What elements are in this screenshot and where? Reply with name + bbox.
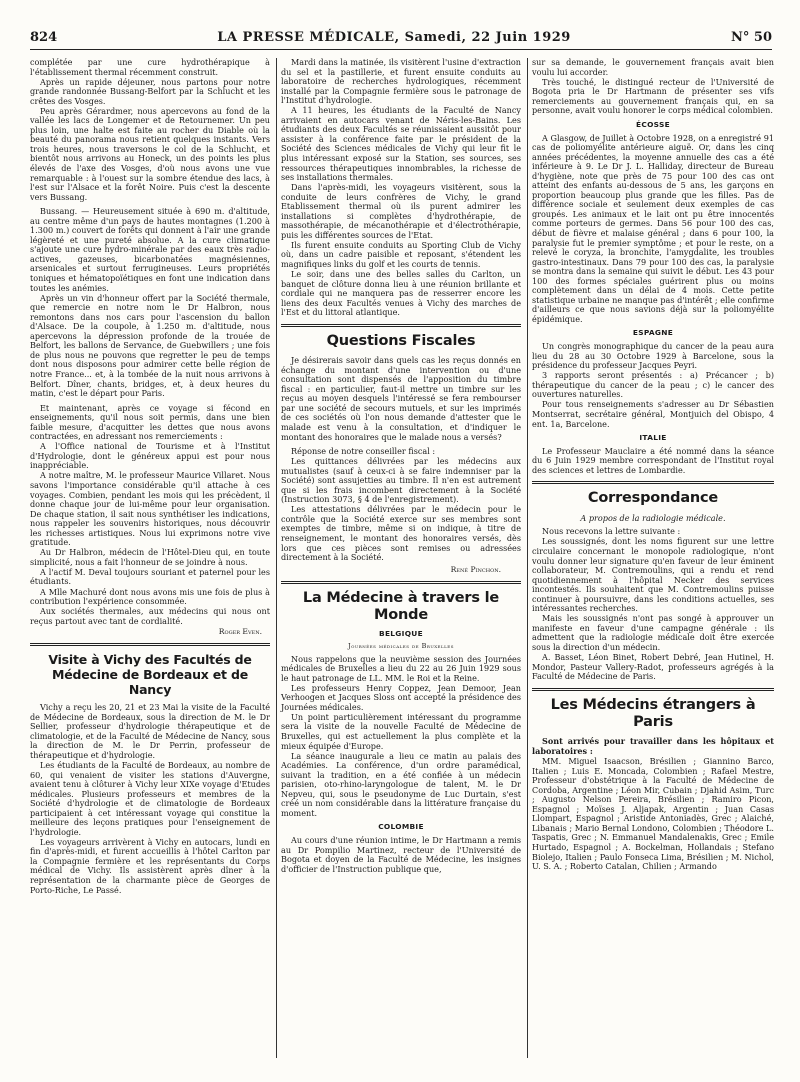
- country-heading: COLOMBIE: [378, 822, 424, 832]
- signature: Roger Even.: [218, 627, 262, 637]
- section-rule: [281, 324, 521, 327]
- paragraph: Très touché, le distingué recteur de l'Université de Bogota pria le Dr Hartmann de présenter ses vifs remerciements au gouvernement français qui, en sa personne, avait voulu honorer le corps médical colombien.: [532, 76, 774, 116]
- paragraph: Nous recevons la lettre suivante :: [542, 526, 681, 537]
- paragraph: Mais les soussignés n'ont pas songé à approuver un manifeste en faveur d'une campagne générale : ils admettent que la radiologie médicale doit être exercée sous la direction d'un médecin.: [532, 613, 774, 652]
- paragraph: A Glasgow, de Juillet à Octobre 1928, on a enregistré 91 cas de poliomyélite antérieure aiguë. Or, dans les cinq années précédentes, la moyenne annuelle des cas a été inférieure à 9. Le Dr J. L. Halliday, directeur de Bureau d'hygiène, note que près de 75 pour 100 des cas ont atteint des enfants au-dessous de 5 ans, les garçons en proportion beaucoup plus grande que les filles. Pas de différence sociale et seulement deux exemples de cas groupés. Les animaux et le lait ont pu être innocentés comme porteurs de germes. Dans 56 pour 100 des cas, début de fièvre et malaise général ; dans 6 pour 100, la paralysie fut le premier symptôme ; et pour le reste, on a relevé le coryza, la bronchite, l'amygdalite, les troubles gastro-intestinaux. Dans 79 pour 100 des cas, la paralysie se montra dans la semaine qui suivit le début. Les 43 pour 100 des formes spéciales guérirent plus ou moins complètement dans un délai de 4 mois. Cette petite statistique urbaine ne manque pas d'intérêt ; elle confirme d'ailleurs ce que nous savions déjà sur la poliomyélite épidémique.: [532, 132, 774, 324]
- section-rule: [30, 643, 270, 646]
- column-1: [30, 58, 270, 896]
- paragraph: Le soir, dans une des belles salles du Carlton, un banquet de clôture donna lieu à une réunion brillante et cordiale qui ne manquera pas de resserrer encore les liens des deux Facultés venues à Vichy des marches de l'Est et du littoral atlantique.: [281, 269, 521, 318]
- section-rule: [281, 581, 521, 584]
- paragraph: Les soussignés, dont les noms figurent sur une lettre circulaire concernant le monopole radiologique, n'ont voulu donner leur signature qu'en faveur de leur éminent collaborateur, M. Contremoulins, qui a rendu et rend quotidiennement à l'hôpital Necker des services incontestés. Ils souhaitent que M. Contremoulins puisse continuer à poursuivre, dans les conditions actuelles, ses intéressantes recherches.: [532, 536, 774, 614]
- paragraph: A Mlle Machuré dont nous avons mis une fois de plus à contribution l'expérience consommée.: [30, 586, 270, 607]
- section-title: Les Médecins étrangers à Paris: [550, 696, 756, 731]
- paragraph: Au Dr Halbron, médecin de l'Hôtel-Dieu qui, en toute simplicité, nous a fait l'honneur de se joindre à nous.: [30, 547, 270, 567]
- article-title: Visite à Vichy des Facultés de Médecine de Bordeaux et de Nancy: [48, 652, 252, 698]
- paragraph: Le Professeur Mauclaire a été nommé dans la séance du 6 Juin 1929 membre correspondant de l'Institut royal des sciences et lettres de Lombardie.: [532, 445, 774, 475]
- paragraph: MM. Miguel Isaacson, Brésilien ; Giannino Barco, Italien ; Luis E. Moncada, Colombien ; Rafael Mestre, Professeur d'obstétrique à la Faculté de Médecine de Cordoba, Argentine ; Léon Mir, Cubain ; Djahid Asim, Turc ; Augusto Nelson Pereira, Brésilien ; Ramiro Picon, Espagnol ; Moïses J. Aljapak, Argentin ; Juan Casas Llompart, Espagnol ; Aristide Antoniadès, Grec ; Alaiché, Libanais ; Mario Bernal Londono, Colombien ; Théodore L. Taspatis, Grec ; N. Emmanuel Mandalenakis, Grec ; Emile Hurtado, Espagnol ; A. Bockelman, Hollandais ; Stefano Biolejo, Italien ; Paulo Fonseca Lima, Brésilien ; M. Nichol, U. S. A. ; Roberto Catalan, Chilien ; Armando: [532, 756, 774, 872]
- paragraph: Les attestations délivrées par le médecin pour le contrôle que la Société exerce sur ses membres sont exemptes de timbre, même si on indique, à titre de renseignement, le montant des honoraires versés, dès lors que ces pièces sont remises ou adressées directement à la Société.: [281, 504, 521, 563]
- column-2: [281, 58, 521, 875]
- page-number: 824: [30, 30, 58, 45]
- paragraph: Pour tous renseignements s'adresser au Dr Sébastien Montserrat, secrétaire général, Montjuich del Obispo, 4 ent. 1a, Barcelone.: [532, 399, 774, 429]
- issue-number: N° 50: [730, 30, 772, 45]
- paragraph: Nous rappelons que la neuvième session des Journées médicales de Bruxelles a lieu du 22 au 26 Juin 1929 sous le haut patronage de LL. MM. le Roi et la Reine.: [281, 653, 521, 683]
- paragraph: Sont arrivés pour travailler dans les hôpitaux et laboratoires :: [532, 736, 774, 756]
- paragraph: La séance inaugurale a lieu ce matin au palais des Académies. La conférence, d'un ordre paramédical, suivant la tradition, en a été confiée à un médecin parisien, oto-rhino-laryngologue de talent, M. le Dr Nepveu, qui, sous le pseudonyme de Luc Durtain, s'est créé un nom considérable dans la littérature française du moment.: [281, 750, 521, 818]
- paragraph: Les étudiants de la Faculté de Bordeaux, au nombre de 60, qui venaient de visiter les stations d'Auvergne, avaient tenu à clôturer à Vichy leur XIXe voyage d'Etudes médicales. Plusieurs professeurs et membres de la Société d'hydrologie et de climatologie de Bordeaux participaient à cet intéressant voyage qui constitue la meilleure des leçons pratiques pour l'enseignement de l'hydrologie.: [30, 759, 270, 837]
- paragraph: A. Basset, Léon Binet, Robert Debré, Jean Hutinel, H. Mondor, Pasteur Vallery-Radot, professeurs agrégés à la Faculté de Médecine de Paris.: [532, 652, 774, 682]
- section-rule: [532, 688, 774, 691]
- country-heading: ESPAGNE: [632, 328, 674, 338]
- country-heading: BELGIQUE: [379, 629, 423, 639]
- journal-title: LA PRESSE MÉDICALE, Samedi, 22 Juin 1929: [217, 30, 571, 45]
- paragraph: Au cours d'une réunion intime, le Dr Hartmann a remis au Dr Pompilio Martinez, recteur de l'Université de Bogota et doyen de la Faculté de Médecine, les insignes d'officier de l'Instruction publique que,: [281, 835, 521, 874]
- paragraph: Les voyageurs arrivèrent à Vichy en autocars, lundi en fin d'après-midi, et furent accueillis à l'hôtel Carlton par la Compagnie fermière et les représentants du Corps médical de Vichy. Ils assistèrent après dîner à la représentation de la charmante pièce de Georges de Porto-Riche, Le Passé.: [30, 836, 270, 895]
- paragraph: 3 rapports seront présentés : a) Précancer ; b) thérapeutique du cancer de la peau ; c) le cancer des ouvertures naturelles.: [532, 370, 774, 400]
- column-divider-1: [276, 58, 277, 1058]
- country-heading: ÉCOSSE: [636, 119, 670, 129]
- paragraph: Après un rapide déjeuner, nous partons pour notre grande randonnée Bussang-Belfort par la Schlucht et les crêtes des Vosges.: [30, 76, 270, 106]
- paragraph: A 11 heures, les étudiants de la Faculté de Nancy arrivaient en autocars venant de Néris-les-Bains. Les étudiants des deux Facultés se réunissaient aussitôt pour assister à la conférence faite par le président de la Société des Sciences médicales de Vichy qui leur fit le plus intéressant exposé sur la Station, ses sources, ses ressources thérapeutiques innombrables, la richesse de ses installations thermales.: [281, 105, 521, 183]
- paragraph: Mardi dans la matinée, ils visitèrent l'usine d'extraction du sel et la pastillerie, et furent ensuite conduits au laboratoire de recherches hydrologiques, récemment installé par la Compagnie fermière sous le patronage de l'Institut d'hydrologie.: [281, 57, 521, 106]
- paragraph: Je désirerais savoir dans quels cas les reçus donnés en échange du montant d'une intervention ou d'une consultation sont dispensés de l'apposition du timbre fiscal : en particulier, faut-il mettre un timbre sur les reçus au moyen desquels l'intéressé se fera rembourser par une société de secours mutuels, et sur les imprimés de ces sociétés où l'on nous demande d'attester que le malade est venu à la consultation, et d'indiquer le montant des honoraires que le malade nous a versés?: [281, 355, 521, 442]
- paragraph: A l'actif M. Deval toujours souriant et paternel pour les étudiants.: [30, 566, 270, 587]
- sub-heading: Journées médicales de Bruxelles: [348, 642, 454, 651]
- paragraph: Aux sociétés thermales, aux médecins qui nous ont reçus partout avec tant de cordialité.: [30, 606, 270, 626]
- sub-heading: A propos de la radiologie médicale.: [580, 512, 726, 523]
- paragraph: Bussang. — Heureusement située à 690 m. d'altitude, au centre même d'un pays de hautes montagnes (1.200 à 1.300 m.) couvert de forêts qui donnent à l'air une grande légèreté et une pureté absolue. A la cure climatique s'ajoute une cure hydro-minérale par des eaux très radio-actives, gazeuses, bicarbonatées magnésiennes, arsenicales et surtout ferrugineuses. Leurs propriétés toniques et hématopoïétiques en font une indication dans toutes les anémies.: [30, 206, 270, 293]
- column-divider-2: [527, 58, 528, 1058]
- paragraph: Peu après Gérardmer, nous apercevons au fond de la vallée les lacs de Longemer et de Retournemer. Un peu plus loin, une halte est faite au rocher du Diable où la beauté du panorama nous retient quelques instants. Vers trois heures, nous traversons le col de la Schlucht, et bientôt nous arrivons au Honeck, un des points les plus élevés de l'axe des Vosges, d'où nous avons une vue remarquable : à l'ouest sur la sombre étendue des lacs, à l'est sur l'Alsace et la forêt Noire. Puis c'est la descente vers Bussang.: [30, 105, 270, 202]
- paragraph: A l'Office national de Tourisme et à l'Institut d'Hydrologie, dont le généreux appui est pour nous inappréciable.: [30, 441, 270, 471]
- section-title: Questions Fiscales: [326, 332, 476, 349]
- column-3: [532, 58, 774, 872]
- section-title: La Médecine à travers le Monde: [302, 589, 500, 623]
- paragraph: Les quittances délivrées par les médecins aux mutualistes (sauf à ceux-ci à se faire indemniser par la Société) sont assujetties au timbre. Il n'en est autrement que si les frais incombent directement à la Société (Instruction 3073, § 4 de l'enregistrement).: [281, 456, 521, 505]
- paragraph: A notre maître, M. le professeur Maurice Villaret. Nous savons l'importance considérable qu'il attache à ces voyages. Combien, pendant les mois qui les précèdent, il donne chaque jour de lui-même pour leur organisation. De chaque station, il sait nous synthétiser les indications, nous rappeler les souvenirs historiques, nous découvrir les richesses artistiques. Nous lui exprimons notre vive gratitude.: [30, 470, 270, 548]
- paragraph: Réponse de notre conseiller fiscal :: [291, 446, 436, 457]
- paragraph: Les professeurs Henry Coppez, Jean Demoor, Jean Verhoogen et Jacques Sloss ont accepté la présidence des Journées médicales.: [281, 682, 521, 712]
- country-heading: ITALIE: [639, 433, 667, 443]
- running-head: [30, 30, 772, 50]
- paragraph: Un congrès monographique du cancer de la peau aura lieu du 28 au 30 Octobre 1929 à Barcelone, sous la présidence du professeur Jacques Peyri.: [532, 341, 774, 371]
- paragraph: Vichy a reçu les 20, 21 et 23 Mai la visite de la Faculté de Médecine de Bordeaux, sous la direction de M. le Dr Sellier, professeur d'hydrologie thérapeutique et de climatologie, et de la Faculté de Médecine de Nancy, sous la direction de M. le Dr Perrin, professeur de thérapeutique et d'hydrologie.: [30, 702, 270, 760]
- section-title: Correspondance: [587, 490, 719, 507]
- paragraph: Ils furent ensuite conduits au Sporting Club de Vichy où, dans un cadre paisible et reposant, s'étendent les magnifiques links du golf et les courts de tennis.: [281, 239, 521, 269]
- section-rule: [532, 481, 774, 484]
- paragraph: Et maintenant, après ce voyage si fécond en enseignements, qu'il nous soit permis, dans une bien faible mesure, d'acquitter les dettes que nous avons contractées, en adressant nos remerciements :: [30, 402, 270, 442]
- paragraph: Un point particulièrement intéressant du programme sera la visite de la nouvelle Faculté de Médecine de Bruxelles, qui est actuellement la plus complète et la mieux équipée d'Europe.: [281, 711, 521, 751]
- paragraph: Dans l'après-midi, les voyageurs visitèrent, sous la conduite de leurs confrères de Vichy, le grand Etablissement thermal où ils purent admirer les installations si complètes d'hydrothérapie, de massothérapie, de mécanothérapie et d'électrothérapie, puis les différentes sources de l'Etat.: [281, 182, 521, 240]
- paragraph: sur sa demande, le gouvernement français avait bien voulu lui accorder.: [532, 57, 774, 77]
- signature: René Pinchon.: [450, 564, 501, 574]
- paragraph: complétée par une cure hydrothérapique à l'établissement thermal récemment construit.: [30, 57, 270, 77]
- paragraph: Après un vin d'honneur offert par la Société thermale, que remercie en notre nom le Dr Halbron, nous remontons dans nos cars pour l'ascension du ballon d'Alsace. De la coupole, à 1.250 m. d'altitude, nous apercevons la dépression profonde de la trouée de Belfort, les ballons de Servance, de Guebwillers ; une fois de plus nous ne pouvons que regretter le peu de temps dont nous disposons pour admirer cette belle région de notre France... et, à la tombée de la nuit nous arrivons à Belfort. Dîner, chants, bridges, et, à deux heures du matin, c'est le départ pour Paris.: [30, 292, 270, 399]
